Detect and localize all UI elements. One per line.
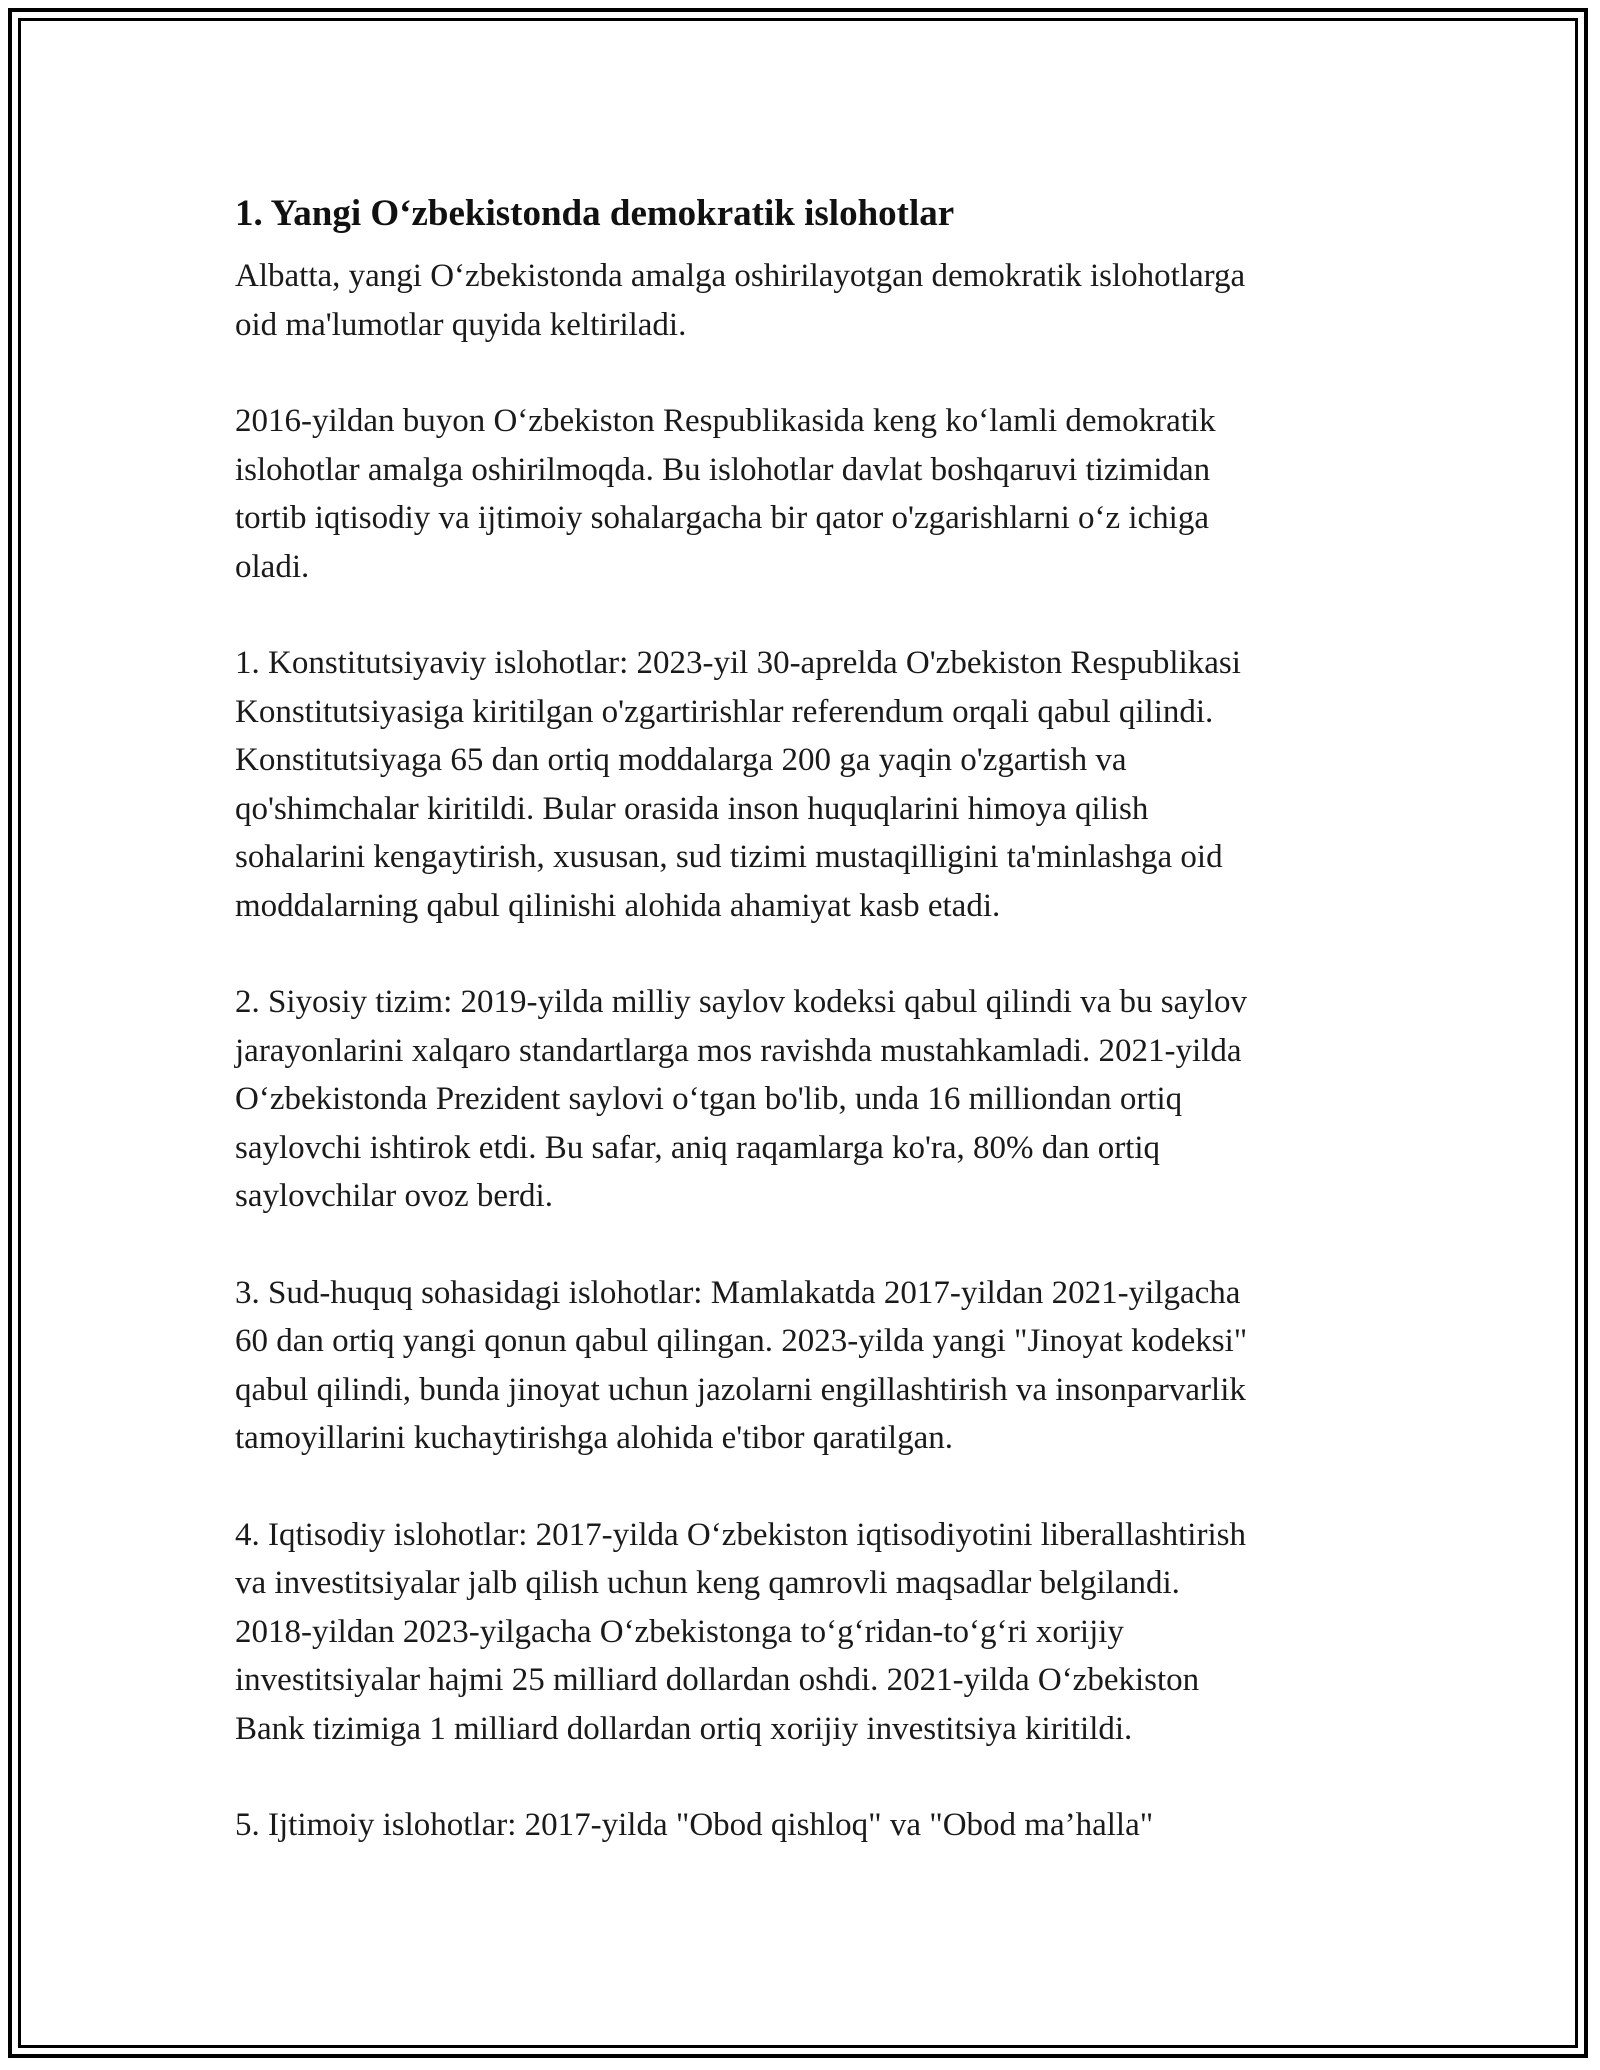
paragraph-intro: Albatta, yangi O‘zbekistonda amalga oshirilayotgan demokratik islohotlarga oid ma'lumotlar quyida keltiriladi.: [235, 258, 1246, 343]
paragraph-economic-reforms: 4. Iqtisodiy islohotlar: 2017-yilda O‘zbekiston iqtisodiyotini liberallashtirish va investitsiyalar jalb qilish uchun keng qamrovli maqsadlar belgilandi. 2018-yildan 2023-yilgacha O‘zbekistonga to‘g‘ridan-to‘g‘ri xorijiy investitsiyalar hajmi 25 milliard dollardan oshdi. 2021-yilda O‘zbekiston Bank tizimiga 1 milliard dollardan ortiq xorijiy investitsiya kiritildi.: [235, 1516, 1246, 1747]
paragraph-overview: 2016-yildan buyon O‘zbekiston Respublikasida keng ko‘lamli demokratik islohotlar amalga oshirilmoqda. Bu islohotlar davlat boshqaruvi tizimidan tortib iqtisodiy va ijtimoiy sohalargacha bir qator o'zgarishlarni o‘z ichiga oladi.: [235, 403, 1216, 585]
paragraph-constitutional-reforms: 1. Konstitutsiyaviy islohotlar: 2023-yil 30-aprelda O'zbekiston Respublikasi Konstitutsiyasiga kiritilgan o'zgartirishlar referendum orqali qabul qilindi. Konstitutsiyaga 65 dan ortiq moddalarga 200 ga yaqin o'zgartish va qo'shimchalar kiritildi. Bular orasida inson huquqlarini himoya qilish sohalarini kengaytirish, xususan, sud tizimi mustaqilligini ta'minlashga oid moddalarning qabul qilinishi alohida ahamiyat kasb etadi.: [235, 645, 1241, 924]
document-title: 1. Yangi O‘zbekistonda demokratik islohotlar: [235, 193, 955, 234]
paragraph-social-reforms: 5. Ijtimoiy islohotlar: 2017-yilda "Obod qishloq" va "Obod ma’halla": [235, 1807, 1154, 1843]
paragraph-judicial-reforms: 3. Sud-huquq sohasidagi islohotlar: Mamlakatda 2017-yildan 2021-yilgacha 60 dan ortiq yangi qonun qabul qilingan. 2023-yilda yangi "Jinoyat kodeksi" qabul qilindi, bunda jinoyat uchun jazolarni engillashtirish va insonparvarlik tamoyillarini kuchaytirishga alohida e'tibor qaratilgan.: [235, 1274, 1248, 1456]
document-body: [235, 186, 1385, 1898]
paragraph-political-system: 2. Siyosiy tizim: 2019-yilda milliy saylov kodeksi qabul qilindi va bu saylov jarayonlarini xalqaro standartlarga mos ravishda mustahkamladi. 2021-yilda O‘zbekistonda Prezident saylovi o‘tgan bo'lib, unda 16 milliondan ortiq saylovchi ishtirok etdi. Bu safar, aniq raqamlarga ko'ra, 80% dan ortiq saylovchilar ovoz berdi.: [235, 984, 1247, 1214]
